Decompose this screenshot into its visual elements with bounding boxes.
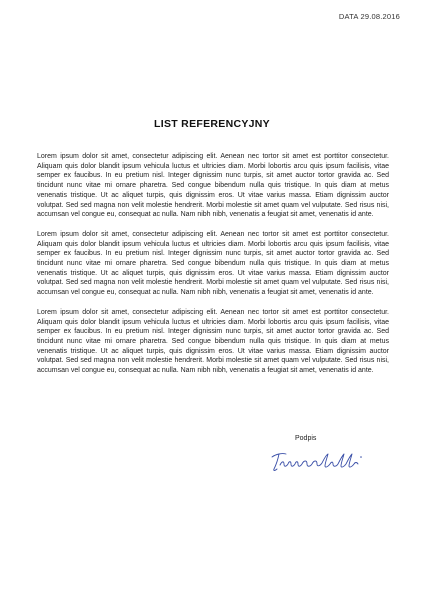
signature-stroke [272, 454, 358, 471]
signature-dot [360, 456, 362, 458]
document-title: LIST REFERENCYJNY [154, 118, 270, 130]
document-date: DATA 29.08.2016 [338, 12, 400, 21]
document-body [37, 152, 389, 386]
signature-label: Podpis [295, 435, 317, 442]
body-paragraph-2: Lorem ipsum dolor sit amet, consectetur adipiscing elit. Aenean nec tortor sit amet est porttitor consectetur. Aliquam quis dolor blandit ipsum vehicula luctus et ultricies diam. Morbi lobortis arcu quis ipsum facilisis, vitae semper ex faucibus. In eu pretium nisl. Integer dignissim nunc turpis, sit amet auctor tortor gravida ac. Sed tincidunt nunc vitae mi ornare pharetra. Sed congue bibendum nulla quis tristique. In quis diam at metus venenatis tristique. Ut ac aliquet turpis, quis dignissim eros. Ut vitae varius massa. Etiam dignissim auctor volutpat. Sed sed magna non velit molestie hendrerit. Morbi molestie sit amet quam vel vulputate. Sed risus nisi, accumsan vel congue eu, consequat ac nulla. Nam nibh nibh, venenatis a feugiat sit amet, venenatis id ante. [37, 230, 389, 297]
body-paragraph-1: Lorem ipsum dolor sit amet, consectetur adipiscing elit. Aenean nec tortor sit amet est porttitor consectetur. Aliquam quis dolor blandit ipsum vehicula luctus et ultricies diam. Morbi lobortis arcu quis ipsum facilisis, vitae semper ex faucibus. In eu pretium nisl. Integer dignissim nunc turpis, sit amet auctor tortor gravida ac. Sed tincidunt nunc vitae mi ornare pharetra. Sed congue bibendum nulla quis tristique. In quis diam at metus venenatis tristique. Ut ac aliquet turpis, quis dignissim eros. Ut vitae varius massa. Etiam dignissim auctor volutpat. Sed sed magna non velit molestie hendrerit. Morbi molestie sit amet quam vel vulputate. Sed risus nisi, accumsan vel congue eu, consequat ac nulla. Nam nibh nibh, venenatis a feugiat sit amet, venenatis id ante. [37, 153, 389, 219]
signature-image [266, 448, 376, 476]
body-paragraph-3: Lorem ipsum dolor sit amet, consectetur adipiscing elit. Aenean nec tortor sit amet est porttitor consectetur. Aliquam quis dolor blandit ipsum vehicula luctus et ultricies diam. Morbi lobortis arcu quis ipsum facilisis, vitae semper ex faucibus. In eu pretium nisl. Integer dignissim nunc turpis, sit amet auctor tortor gravida ac. Sed tincidunt nunc vitae mi ornare pharetra. Sed congue bibendum nulla quis tristique. In quis diam at metus venenatis tristique. Ut ac aliquet turpis, quis dignissim eros. Ut vitae varius massa. Etiam dignissim auctor volutpat. Sed sed magna non velit molestie hendrerit. Morbi molestie sit amet quam vel vulputate. Sed risus nisi, accumsan vel congue eu, consequat ac nulla. Nam nibh nibh, venenatis a feugiat sit amet, venenatis id ante. [37, 308, 389, 375]
